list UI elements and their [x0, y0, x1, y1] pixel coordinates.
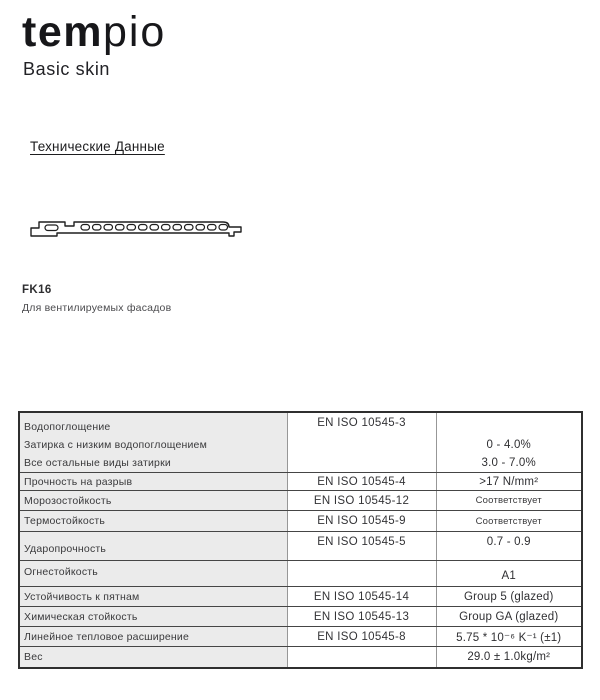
property-cell: Прочность на разрыв [19, 473, 287, 491]
standard-cell [287, 561, 436, 587]
value-cell: 5.75 * 10⁻⁶ K⁻¹ (±1) [436, 627, 582, 647]
property-cell: Морозостойкость [19, 491, 287, 511]
spec-table [18, 411, 583, 669]
brand-logo [22, 8, 166, 56]
value-cell [436, 412, 582, 473]
property-cell: Ударопрочность [19, 532, 287, 561]
standard-cell: EN ISO 10545-8 [287, 627, 436, 647]
property-line: Затирка с низким водопоглощением [24, 439, 208, 451]
section-heading: Технические Данные [30, 139, 165, 154]
property-cell: Вес [19, 647, 287, 668]
table-row-frost-resistance [19, 491, 582, 511]
value-cell: A1 [436, 561, 582, 587]
property-cell: Линейное тепловое расширение [19, 627, 287, 647]
standard-cell: EN ISO 10545-4 [287, 473, 436, 491]
standard-cell: EN ISO 10545-12 [287, 491, 436, 511]
brand-logo-light-part: pio [102, 8, 167, 56]
table-row-water-absorption [19, 412, 582, 473]
property-cell [19, 412, 287, 473]
value-cell: Соответствует [436, 491, 582, 511]
value-line [441, 418, 578, 436]
standard-cell: EN ISO 10545-3 [287, 412, 436, 473]
standard-cell: EN ISO 10545-9 [287, 511, 436, 532]
standard-cell: EN ISO 10545-5 [287, 532, 436, 561]
property-cell: Химическая стойкость [19, 607, 287, 627]
value-cell: Group GA (glazed) [436, 607, 582, 627]
value-cell: >17 N/mm² [436, 473, 582, 491]
table-row-thermal-expansion [19, 627, 582, 647]
panel-profile-icon [19, 214, 251, 242]
property-cell: Устойчивость к пятнам [19, 587, 287, 607]
brand-logo-bold-part: tem [22, 8, 103, 56]
property-line: Водопоглощение [24, 421, 111, 433]
table-row-chemical-resistance [19, 607, 582, 627]
table-row-impact-resistance [19, 532, 582, 561]
table-row-tensile-strength [19, 473, 582, 491]
property-line: Все остальные виды затирки [24, 457, 171, 469]
product-code: FK16 [22, 284, 52, 296]
table-row-stain-resistance [19, 587, 582, 607]
standard-cell: EN ISO 10545-14 [287, 587, 436, 607]
standard-cell [287, 647, 436, 668]
value-line: 0 - 4.0% [486, 439, 531, 451]
product-line-title: Basic skin [23, 59, 111, 79]
product-description: Для вентилируемых фасадов [22, 302, 172, 314]
table-row-thermal-shock [19, 511, 582, 532]
property-cell: Термостойкость [19, 511, 287, 532]
value-cell: 29.0 ± 1.0kg/m² [436, 647, 582, 668]
table-row-fire-resistance [19, 561, 582, 587]
value-cell: Group 5 (glazed) [436, 587, 582, 607]
value-cell: Соответствует [436, 511, 582, 532]
table-row-weight [19, 647, 582, 668]
panel-cross-section-drawing [19, 214, 251, 242]
value-line: 3.0 - 7.0% [481, 457, 536, 469]
property-cell: Огнестойкость [19, 561, 287, 587]
standard-cell: EN ISO 10545-13 [287, 607, 436, 627]
value-cell: 0.7 - 0.9 [436, 532, 582, 561]
